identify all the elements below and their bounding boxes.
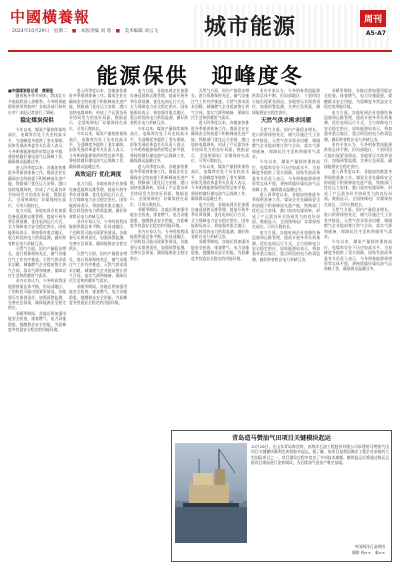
section-title: 城市能源 (204, 14, 297, 40)
article-column-1 (8, 88, 66, 564)
subhead-2: 高效运行 优化调度 (74, 172, 122, 179)
photo-caption: 10月26日，在山东青岛海西湾，由海洋石油工程股份有限公司承建的马赞油气田项目关键模块顺利完成装船并起运。据了解，该项目是我国海洋工程企业承接的大型国际项目之一，项目建设过程中攻克了多项技术难题。模块起运后将通过海运运抵项目现场进行安装调试，为后续油气田投产奠定基础。 (251, 444, 389, 466)
bullet-icon: ■ (71, 29, 77, 34)
paragraph: 进入四季度以来，各地加快推进冬季保供准备工作。煤炭企业在确保安全的前提下积极释放先进产能，铁路部门优化运力安排，港口加快电煤周转，形成了产运需各环节协同发力的良好局面。数据显示，全国统调电厂存煤保持在高位，可用天数较长。 (252, 191, 320, 230)
paragraph: 采暖季期间，各地还将加强用能安全检查，排查燃气、电力设施隐患，提醒群众安全用能，为迎峰度冬营造安全稳定的用能环境。 (324, 88, 392, 110)
bullet-icon: ■ (115, 29, 121, 34)
article-column-2 (69, 88, 127, 564)
paragraph: 天然气方面，国内产量稳步增长，进口资源保持充足，储气设施注气工作有序推进。天然气供求需求回暖，城镇燃气企业提前签订供气合同，落实气源和储备，保障居民生活和供暖用气需求。 (252, 127, 320, 160)
paragraph: 电力方面，各地电网企业加强设备巡视和运维管理，提前开展冬季负荷预测，优化电网运行方式，全力保障电力安全稳定供应。国家能源局表示，将加强对重点地区、重点时段的电力供需监测，做好跨省跨区电力余缺互济。 (191, 201, 249, 239)
paragraph: 业内专家认为，今冬明春我国能源供需总体平衡，但局部地区、个别时段可能出现紧张情况。各地要压实保供责任，加强预警监测，完善应急预案，确保能源安全稳定供应。 (324, 142, 392, 169)
paragraph: 天然气方面，国内产量稳步增长，进口资源保持充足，储气设施注气工作有序推进。天然气供求需求回暖，城镇燃气企业提前签订供气合同，落实气源和储备，保障居民生活和供暖用气需求。 (8, 245, 66, 278)
paragraph: 进入四季度以来，各地加快推进冬季保供准备工作。煤炭企业在确保安全的前提下积极释放先进产能，铁路部门优化运力安排，港口加快电煤周转，形成了产运需各环节协同发力的良好局面。数据显示，全国统调电厂存煤保持在高位，可用天数较长。 (69, 88, 127, 131)
paragraph: 电力方面，各地电网企业加强设备巡视和运维管理，提前开展冬季负荷预测，优化电网运行方式，全力保障电力安全稳定供应。国家能源局表示，将加强对重点地区、重点时段的电力供需监测，做好跨省跨区电力余缺互济。 (324, 109, 392, 142)
paragraph: 今年以来，煤炭产量持续保持高位，电煤库存处于历史较高水平，为迎峰度冬提供了坚实保障。国家发展改革委有关负责人表示，今冬明春能源保供形势总体平稳，将持续做好煤电油气运保障工作，确保群众温暖过冬。 (8, 127, 66, 165)
paragraph: 采暖季期间，各地还将加强用能安全检查，排查燃气、电力设施隐患，提醒群众安全用能，为迎峰度冬营造安全稳定的用能环境。 (69, 283, 127, 306)
article-column-4 (191, 88, 249, 428)
subhead-3: 天然气供求需求回暖 (260, 118, 312, 125)
paragraph: 今年以来，煤炭产量持续保持高位，电煤库存处于历史较高水平，为迎峰度冬提供了坚实保障。国家发展改革委有关负责人表示，今冬明春能源保供形势总体平稳，将持续做好煤电油气运保障工作，确保群众温暖过冬。 (324, 239, 392, 272)
byline: ■中国煤炭报记者 康丽佳 (8, 88, 54, 93)
section-banner (194, 4, 392, 48)
photo-credit (352, 544, 385, 555)
newspaper-logo: 中國橫養報 (10, 8, 91, 26)
article-column-6 (324, 88, 392, 428)
issue-meta (12, 28, 161, 34)
paragraph: 业内专家认为，今冬明春我国能源供需总体平衡，但局部地区、个别时段可能出现紧张情况。各地要压实保供责任，加强预警监测，完善应急预案，确保能源安全稳定供应。 (130, 228, 188, 261)
paragraph: 进入四季度以来，各地加快推进冬季保供准备工作。煤炭企业在确保安全的前提下积极释放先进产能，铁路部门优化运力安排，港口加快电煤周转，形成了产运需各环节协同发力的良好局面。数据显示，全国统调电厂存煤保持在高位，可用天数较长。 (324, 169, 392, 207)
paragraph: 天然气方面，国内产量稳步增长，进口资源保持充足，储气设施注气工作有序推进。天然气供求需求回暖，城镇燃气企业提前签订供气合同，落实气源和储备，保障居民生活和供暖用气需求。 (191, 88, 249, 121)
paragraph: 今年以来，煤炭产量持续保持高位，电煤库存处于历史较高水平，为迎峰度冬提供了坚实保障。国家发展改革委有关负责人表示，今冬明春能源保供形势总体平稳，将持续做好煤电油气运保障工作，确保群众温暖过冬。 (130, 125, 188, 164)
photo-credit-org: 中国海洋石油供图 (354, 544, 385, 550)
platform-illustration (175, 443, 247, 543)
paragraph: 电力方面，各地电网企业加强设备巡视和运维管理，提前开展冬季负荷预测，优化电网运行方式，全力保障电力安全稳定供应。国家能源局表示，将加强对重点地区、重点时段的电力供需监测，做好跨省跨区电力余缺互济。 (252, 229, 320, 262)
header-divider (8, 50, 392, 52)
paragraph: 天然气方面，国内产量稳步增长，进口资源保持充足，储气设施注气工作有序推进。天然气供求需求回暖，城镇燃气企业提前签订供气合同，落实气源和储备，保障居民生活和供暖用气需求。 (324, 206, 392, 239)
issue-date: 2024年10月29日 (12, 29, 50, 34)
paragraph: 天然气方面，国内产量稳步增长，进口资源保持充足，储气设施注气工作有序推进。天然气供求需求回暖，城镇燃气企业提前签订供气合同，落实气源和储备，保障居民生活和供暖用气需求。 (69, 251, 127, 284)
layout-editor: 美术编辑 刘云飞 (124, 29, 159, 34)
paragraph: 进入四季度以来，各地加快推进冬季保供准备工作。煤炭企业在确保安全的前提下积极释放先进产能，铁路部门优化运力安排，港口加快电煤周转，形成了产运需各环节协同发力的良好局面。数据显示，全国统调电厂存煤保持在高位，可用天数较长。 (8, 164, 66, 208)
photo-news-title: 青岛造马赞油气田项目关键模块起运 (232, 435, 331, 442)
paragraph: 采暖季期间，各地还将加强用能安全检查，排查燃气、电力设施隐患，提醒群众安全用能，为迎峰度冬营造安全稳定的用能环境。 (191, 239, 249, 261)
masthead (8, 4, 392, 48)
paragraph: 业内专家认为，今冬明春我国能源供需总体平衡，但局部地区、个别时段可能出现紧张情况。各地要压实保供责任，加强预警监测，完善应急预案，确保能源安全稳定供应。 (69, 218, 127, 251)
article-intro: 随着秋冬季节到来，我国北方多地陆续进入供暖季。今冬明春能源保供形势如何？各地各部门如何应对？本报记者进行了调研。 (8, 93, 66, 115)
article-column-5 (252, 88, 320, 428)
issue-weekday: 星期二 (53, 29, 68, 34)
page-number: A5-A7 (365, 30, 386, 37)
duty-editor: 本版责编 刘 寒 (80, 29, 112, 34)
article-column-3 (130, 88, 188, 428)
paragraph: 进入四季度以来，各地加快推进冬季保供准备工作。煤炭企业在确保安全的前提下积极释放先进产能，铁路部门优化运力安排，港口加快电煤周转，形成了产运需各环节协同发力的良好局面。数据显示，全国统调电厂存煤保持在高位，可用天数较长。 (191, 120, 249, 164)
paragraph: 今年以来，煤炭产量持续保持高位，电煤库存处于历史较高水平，为迎峰度冬提供了坚实保障。国家发展改革委有关负责人表示，今冬明春能源保供形势总体平稳，将持续做好煤电油气运保障工作，确保群众温暖过冬。 (252, 159, 320, 192)
paragraph: 采暖季期间，各地还将加强用能安全检查，排查燃气、电力设施隐患，提醒群众安全用能，为迎峰度冬营造安全稳定的用能环境。 (130, 206, 188, 229)
paragraph: 电力方面，各地电网企业加强设备巡视和运维管理，提前开展冬季负荷预测，优化电网运行方式，全力保障电力安全稳定供应。国家能源局表示，将加强对重点地区、重点时段的电力供需监测，做好跨省跨区电力余缺互济。 (8, 208, 66, 246)
paragraph: 今年以来，煤炭产量持续保持高位，电煤库存处于历史较高水平，为迎峰度冬提供了坚实保障。国家发展改革委有关负责人表示，今冬明春能源保供形势总体平稳，将持续做好煤电油气运保障工作，确保群众温暖过冬。 (191, 163, 249, 202)
photo-credit-photographers: 摄影 杨×× 秦×× (352, 549, 385, 555)
paragraph: 业内专家认为，今冬明春我国能源供需总体平衡，但局部地区、个别时段可能出现紧张情况。各地要压实保供责任，加强预警监测，完善应急预案，确保能源安全稳定供应。 (8, 278, 66, 311)
subhead-1: 稳定煤炭保供 (20, 118, 54, 125)
weekly-tag: 周刊 (360, 10, 386, 27)
photo-news-box (171, 430, 392, 562)
paragraph: 进入四季度以来，各地加快推进冬季保供准备工作。煤炭企业在确保安全的前提下积极释放先进产能，铁路部门优化运力安排，港口加快电煤周转，形成了产运需各环节协同发力的良好局面。数据显示，全国统调电厂存煤保持在高位，可用天数较长。 (130, 163, 188, 207)
main-headline: 能源保供 迎峰度冬 (96, 63, 304, 88)
paragraph: 电力方面，各地电网企业加强设备巡视和运维管理，提前开展冬季负荷预测，优化电网运行方式，全力保障电力安全稳定供应。国家能源局表示，将加强对重点地区、重点时段的电力供需监测，做好跨省跨区电力余缺互济。 (130, 88, 188, 126)
paragraph: 电力方面，各地电网企业加强设备巡视和运维管理，提前开展冬季负荷预测，优化电网运行方式，全力保障电力安全稳定供应。国家能源局表示，将加强对重点地区、重点时段的电力供需监测，做好跨省跨区电力余缺互济。 (69, 181, 127, 219)
paragraph: 采暖季期间，各地还将加强用能安全检查，排查燃气、电力设施隐患，提醒群众安全用能，为迎峰度冬营造安全稳定的用能环境。 (8, 310, 66, 333)
paragraph: 业内专家认为，今冬明春我国能源供需总体平衡，但局部地区、个别时段可能出现紧张情况。各地要压实保供责任，加强预警监测，完善应急预案，确保能源安全稳定供应。 (252, 88, 320, 115)
paragraph: 今年以来，煤炭产量持续保持高位，电煤库存处于历史较高水平，为迎峰度冬提供了坚实保障。国家发展改革委有关负责人表示，今冬明春能源保供形势总体平稳，将持续做好煤电油气运保障工作，确保群众温暖过冬。 (69, 131, 127, 169)
offshore-platform-photo (175, 443, 247, 543)
